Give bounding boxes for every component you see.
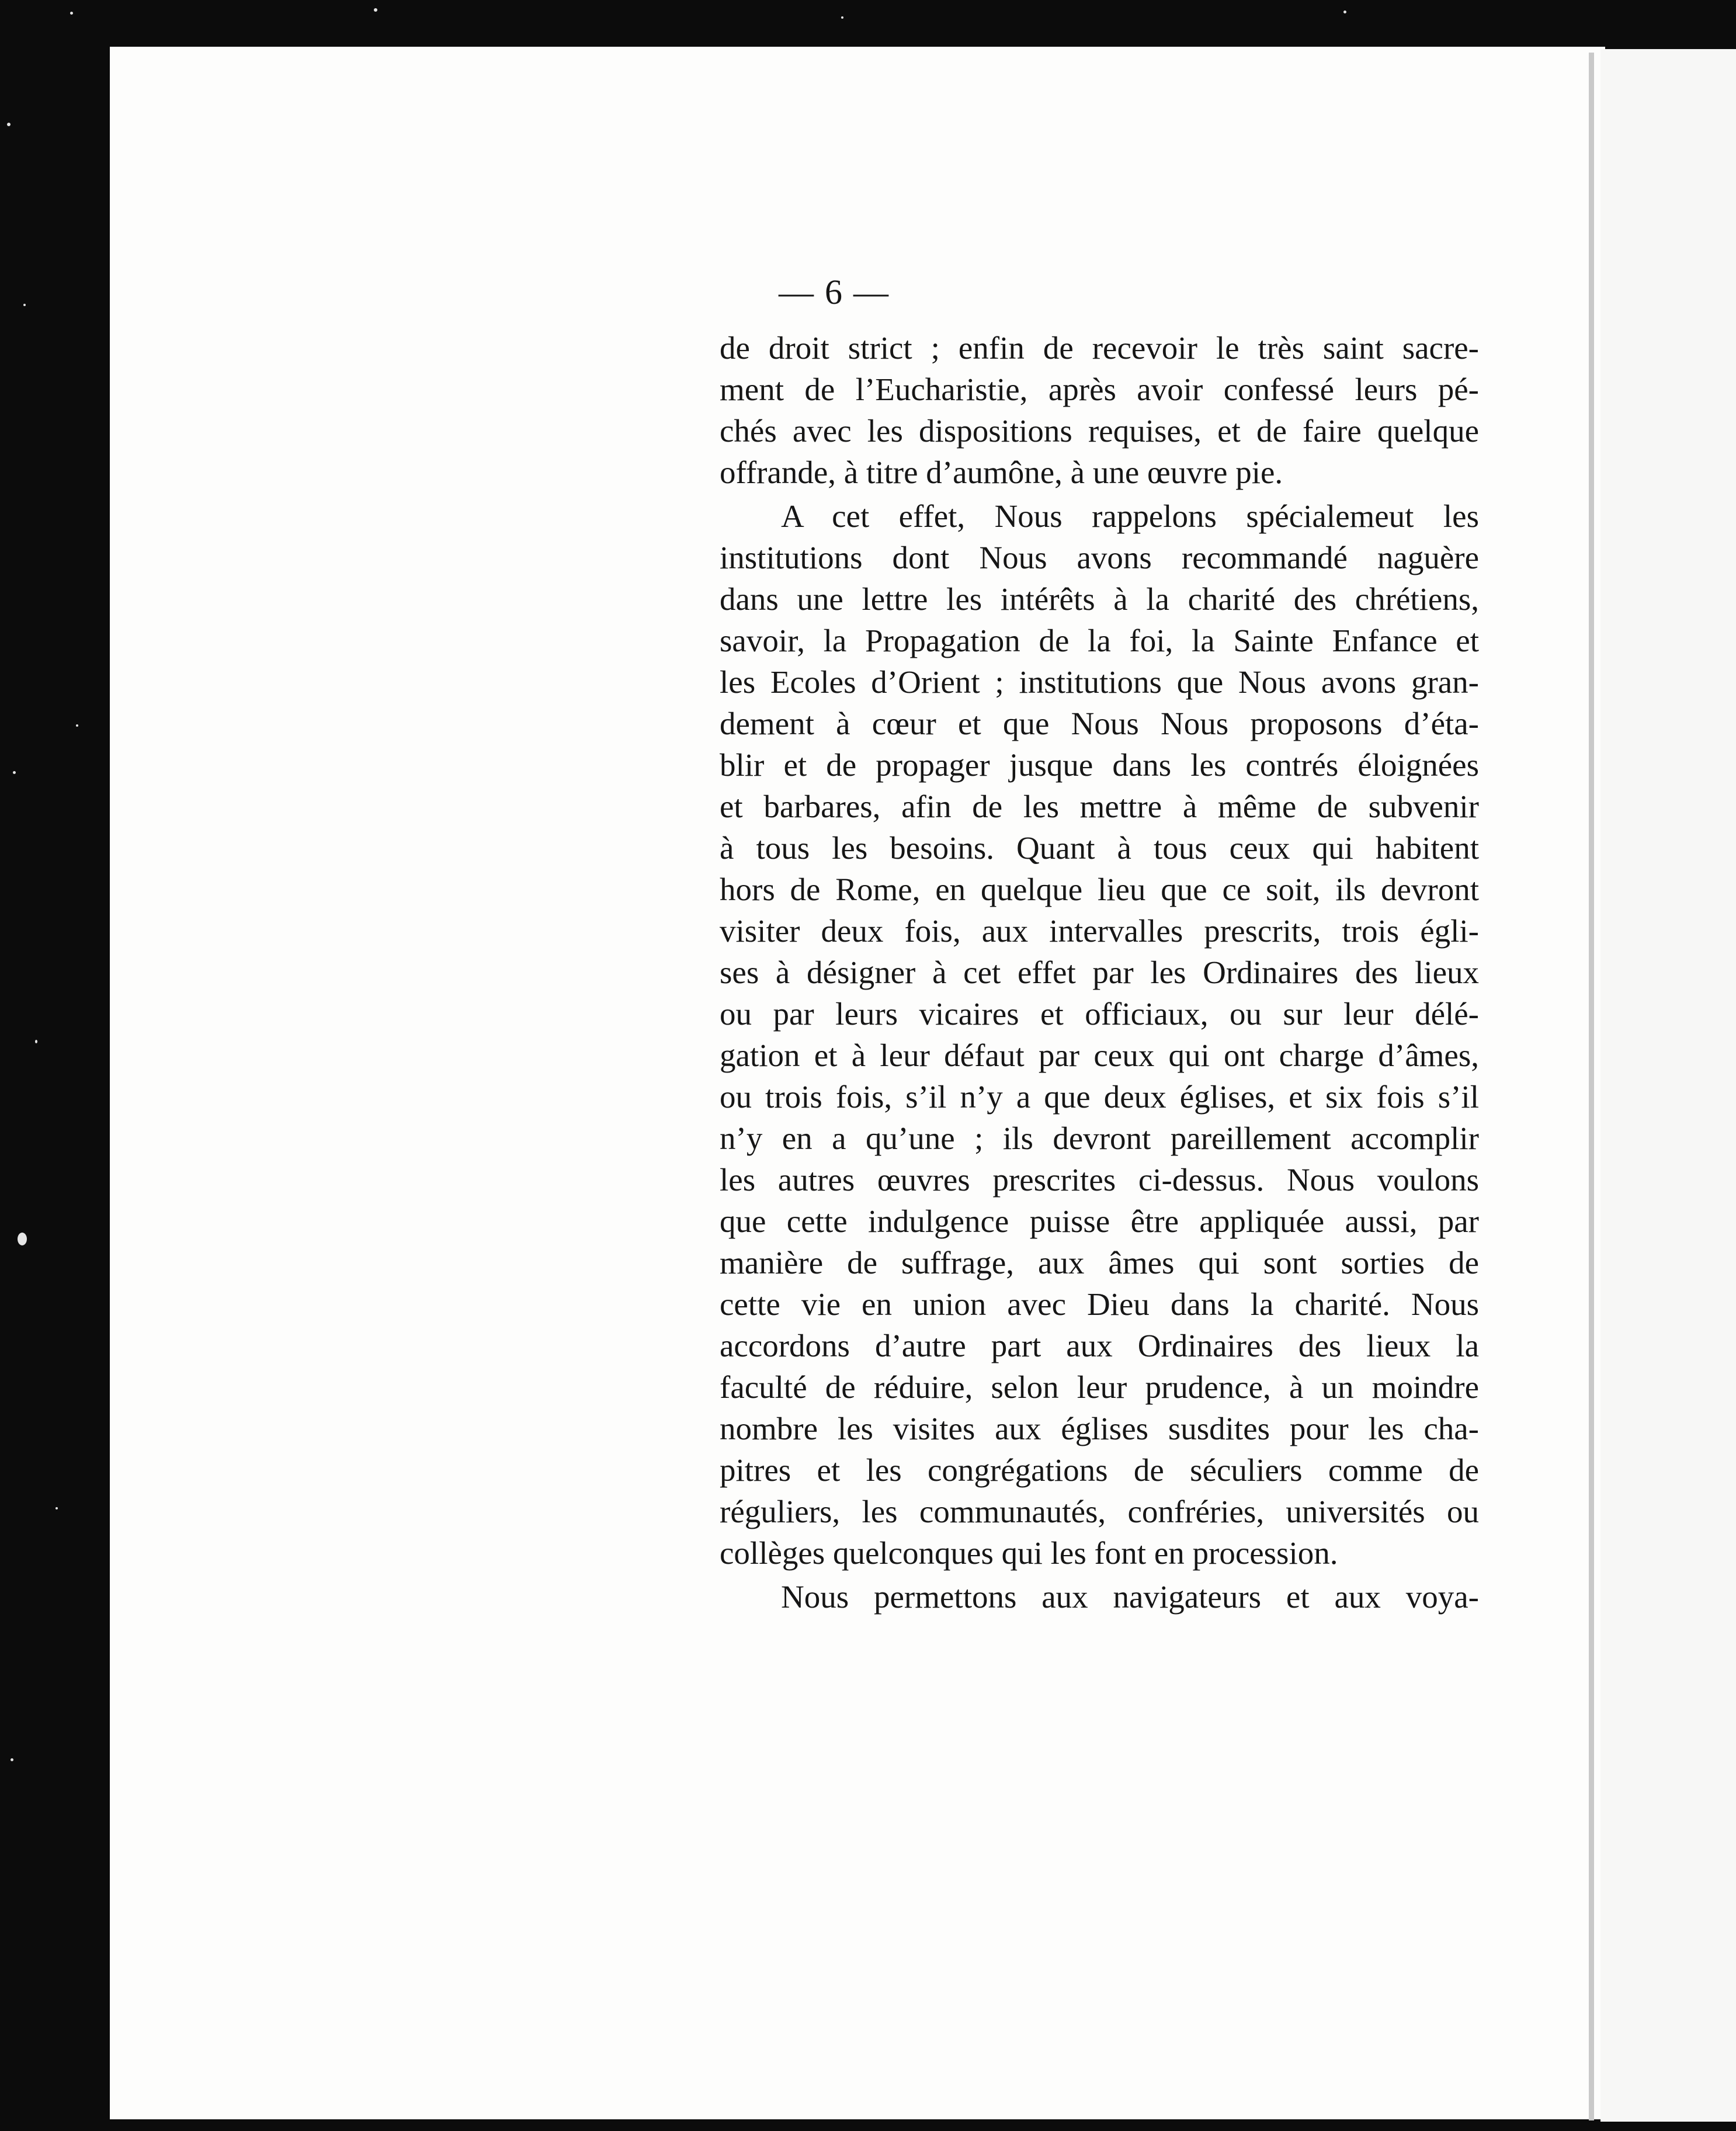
text-line: Nous permettons aux navigateurs et aux voya- [781,1579,1479,1615]
text-line: blir et de propager jusque dans les contrés éloignées [720,747,1479,783]
text-line: les Ecoles d’Orient ; institutions que Nous avons gran- [720,664,1479,700]
text-line: pitres et les congrégations de séculiers comme de [720,1452,1479,1488]
text-line: visiter deux fois, aux intervalles prescrits, trois égli- [720,913,1479,949]
text-line: que cette indulgence puisse être appliquée aussi, par [720,1203,1479,1239]
text-line: gation et à leur défaut par ceux qui ont charge d’âmes, [720,1037,1479,1073]
page-number: — 6 — [779,273,890,311]
text-line: nombre les visites aux églises susdites pour les cha- [720,1411,1479,1446]
text-line: n’y en a qu’une ; ils devront pareillement accomplir [720,1120,1479,1156]
text-line: et barbares, afin de les mettre à même de subvenir [720,789,1479,824]
text-line: chés avec les dispositions requises, et de faire quelque [720,413,1479,449]
text-line: hors de Rome, en quelque lieu que ce soit, ils devront [720,872,1479,907]
text-line: de droit strict ; enfin de recevoir le très saint sacre- [720,330,1479,366]
text-line: ses à désigner à cet effet par les Ordinaires des lieux [720,955,1479,990]
text-line: A cet effet, Nous rappelons spécialemeut les [781,498,1479,534]
text-line: à tous les besoins. Quant à tous ceux qui habitent [720,830,1479,866]
text-line: ou par leurs vicaires et officiaux, ou sur leur délé- [720,996,1479,1032]
body-text [720,327,1479,1618]
text-line: ou trois fois, s’il n’y a que deux églises, et six fois s’il [720,1079,1479,1115]
text-line: cette vie en union avec Dieu dans la charité. Nous [720,1286,1479,1322]
text-line: réguliers, les communautés, confréries, universités ou [720,1494,1479,1529]
text-line: institutions dont Nous avons recommandé naguère [720,540,1479,575]
text-line: manière de suffrage, aux âmes qui sont sorties de [720,1245,1479,1280]
text-line: accordons d’autre part aux Ordinaires des lieux la [720,1328,1479,1363]
adjacent-page [1600,49,1736,2122]
text-line: savoir, la Propagation de la foi, la Sainte Enfance et [720,623,1479,658]
text-line: dement à cœur et que Nous Nous proposons d’éta- [720,706,1479,741]
text-line: offrande, à titre d’aumône, à une œuvre pie. [720,454,1283,490]
page-fold-edge [1589,53,1594,2120]
text-line: dans une lettre les intérêts à la charité des chrétiens, [720,581,1479,617]
text-line: faculté de réduire, selon leur prudence, à un moindre [720,1369,1479,1405]
document-page [110,47,1605,2119]
text-line: les autres œuvres prescrites ci-dessus. Nous voulons [720,1162,1479,1198]
text-line: ment de l’Eucharistie, après avoir confessé leurs pé- [720,372,1479,407]
text-line: collèges quelconques qui les font en procession. [720,1535,1338,1571]
